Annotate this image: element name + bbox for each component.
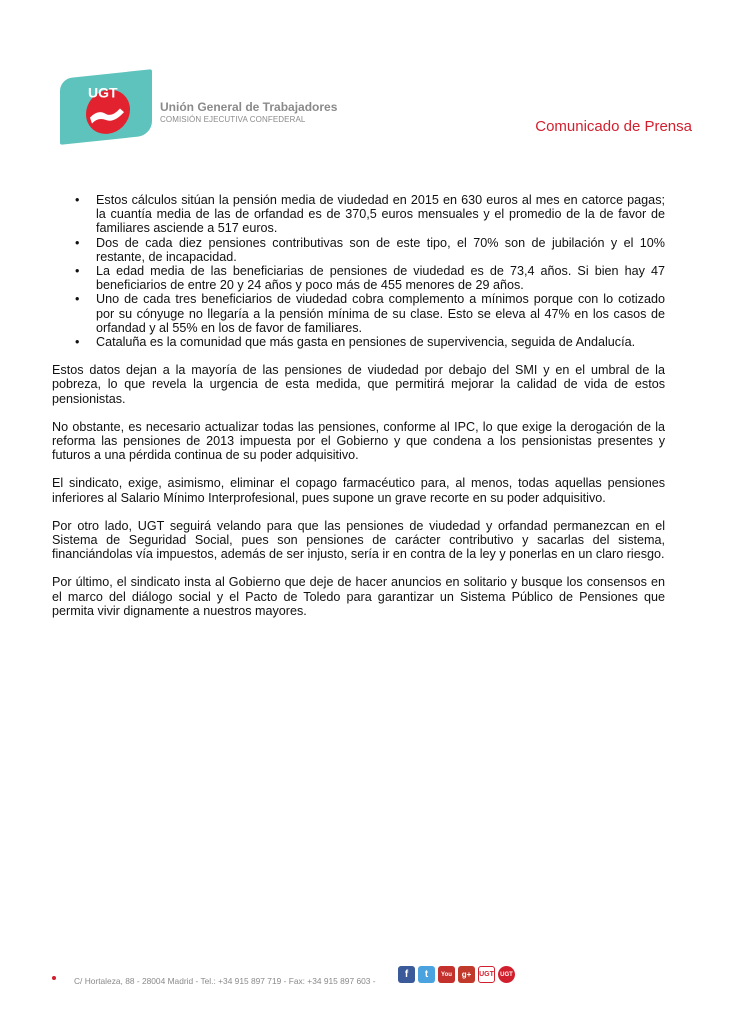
ugt-logo [60,69,152,145]
facebook-icon[interactable]: f [398,966,415,983]
list-item: • La edad media de las beneficiarias de pensiones de viudedad es de 73,4 años. Si bien hay 47 beneficiarios de entre 20 y 24 años y poco más de 455 menores de 29 años. [96,264,665,292]
paragraph: No obstante, es necesario actualizar todas las pensiones, conforme al IPC, lo que exige la derogación de la reforma las pensiones de 2013 impuesta por el Gobierno y que condena a los pensionistas presentes y futuros a una pérdida continua de su poder adquisitivo. [52,419,665,463]
bullet-list [52,193,665,349]
list-item: • Cataluña es la comunidad que más gasta en pensiones de supervivencia, seguida de Andalucía. [96,335,665,349]
footer-address: C/ Hortaleza, 88 - 28004 Madrid - Tel.: +34 915 897 719 - Fax: +34 915 897 603 - [74,976,376,986]
list-item: • Dos de cada diez pensiones contributivas son de este tipo, el 70% son de jubilación y el 10% restante, de incapacidad. [96,236,665,264]
org-name: Unión General de Trabajadores [160,100,338,114]
ugt-icon[interactable]: UGT [478,966,495,983]
org-subtitle: COMISIÓN EJECUTIVA CONFEDERAL [160,115,306,124]
logo-text: UGT [88,84,118,101]
google-plus-icon[interactable]: g+ [458,966,475,983]
paragraph: Por último, el sindicato insta al Gobierno que deje de hacer anuncios en solitario y busque los consensos en el marco del diálogo social y el Pacto de Toledo para garantizar un Sistema Público de Pensiones que permita vivir dignamente a nuestros mayores. [52,575,665,618]
list-item: • Estos cálculos sitúan la pensión media de viudedad en 2015 en 630 euros al mes en catorce pagas; la cuantía media de las de orfandad es de 370,5 euros mensuales y el promedio de la de favor de familiares asciende a 517 euros. [96,193,665,236]
youtube-icon[interactable]: You [438,966,455,983]
paragraph: Por otro lado, UGT seguirá velando para que las pensiones de viudedad y orfandad permanezcan en el Sistema de Seguridad Social, pues son pensiones de carácter contributivo y sacarlas del sistema, financiándolas vía impuestos, además de ser injusto, sería ir en contra de la ley y ponerlas en un claro riesgo. [52,518,665,562]
footer-bullet-icon [52,976,56,980]
paragraph: Estos datos dejan a la mayoría de las pensiones de viudedad por debajo del SMI y en el umbral de la pobreza, lo que revela la urgencia de esta medida, que permitirá mejorar la calidad de vida de estos pensionistas. [52,363,665,406]
document-body [52,193,665,618]
social-links [398,966,515,983]
ugt-logo-icon [60,69,152,145]
twitter-icon[interactable]: t [418,966,435,983]
ugt-circle-icon[interactable]: UGT [498,966,515,983]
paragraph: El sindicato, exige, asimismo, eliminar el copago farmacéutico para, al menos, todas aquellas pensiones inferiores al Salario Mínimo Interprofesional, pues supone un grave recorte en su poder adquisitivo. [52,476,665,505]
list-item: • Uno de cada tres beneficiarios de viudedad cobra complemento a mínimos porque con lo cotizado por su cónyuge no llegaría a la pensión mínima de su clase. Esto se eleva al 47% en los casos de orfandad y al 55% en los de favor de familiares. [96,292,665,335]
press-title: Comunicado de Prensa [535,118,692,135]
